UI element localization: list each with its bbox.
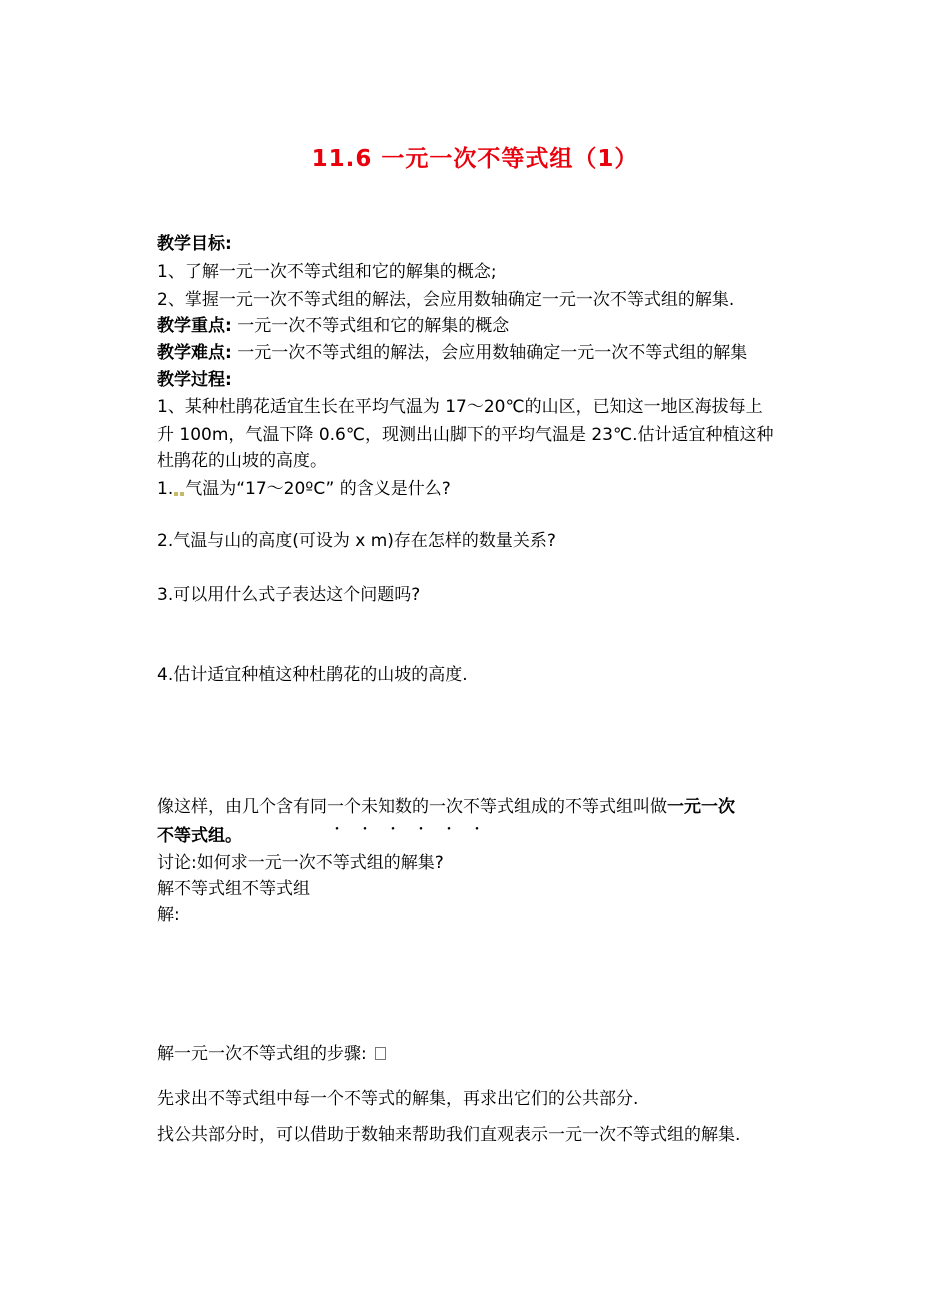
annotation-mark [174, 492, 178, 496]
problem-line-1: 1、某种杜鹃花适宜生长在平均气温为 17～20℃的山区，已知这一地区海拔每上 [157, 397, 763, 417]
key-point-label: 教学重点: [157, 316, 232, 336]
key-point-text: 一元一次不等式组和它的解集的概念 [237, 316, 510, 336]
question-4: 4.估计适宜种植这种杜鹃花的山坡的高度. [157, 665, 468, 685]
goal-item-1: 1、了解一元一次不等式组和它的解集的概念; [157, 262, 497, 282]
placeholder-box-icon [375, 1047, 386, 1060]
solution-label: 解: [157, 905, 180, 925]
annotation-mark [180, 492, 184, 496]
difficulty-line [157, 341, 747, 365]
question-1 [157, 477, 451, 501]
discussion-question: 讨论:如何求一元一次不等式组的解集? [157, 853, 444, 873]
step-1: 先求出不等式组中每一个不等式的解集，再求出它们的公共部分. [157, 1089, 639, 1109]
question-1-text: 气温为“17～20ºC” 的含义是什么? [185, 479, 451, 499]
difficulty-label: 教学难点: [157, 343, 232, 363]
definition-line [157, 795, 735, 819]
question-1-number: 1. [157, 479, 174, 499]
process-heading: 教学过程: [157, 370, 232, 390]
problem-line-2: 升 100m，气温下降 0.6℃，现测出山脚下的平均气温是 23℃.估计适宜种植这种 [157, 425, 774, 445]
step-2: 找公共部分时，可以借助于数轴来帮助我们直观表示一元一次不等式组的解集. [157, 1125, 741, 1145]
steps-heading-line [157, 1042, 386, 1066]
goal-item-2: 2、掌握一元一次不等式组的解法，会应用数轴确定一元一次不等式组的解集. [157, 290, 735, 310]
definition-term-continued: 不等式组。 [157, 826, 242, 846]
solve-label: 解不等式组不等式组 [157, 879, 310, 899]
problem-line-3: 杜鹃花的山坡的高度。 [157, 451, 327, 471]
definition-term: 一元一次 [667, 797, 735, 817]
page-title: 11.6 一元一次不等式组（1） [311, 146, 639, 172]
definition-text: 像这样，由几个含有同一个未知数的一次不等式组成的不等式组叫做 [157, 797, 667, 817]
question-2: 2.气温与山的高度(可设为 x m)存在怎样的数量关系? [157, 531, 556, 551]
goals-heading: 教学目标: [157, 234, 232, 254]
difficulty-text: 一元一次不等式组的解法，会应用数轴确定一元一次不等式组的解集 [237, 343, 748, 363]
question-3: 3.可以用什么式子表达这个问题吗? [157, 585, 421, 605]
steps-heading: 解一元一次不等式组的步骤: [157, 1044, 367, 1064]
key-point-line [157, 314, 509, 338]
emphasis-dots: ・・・・・・ [330, 822, 498, 838]
